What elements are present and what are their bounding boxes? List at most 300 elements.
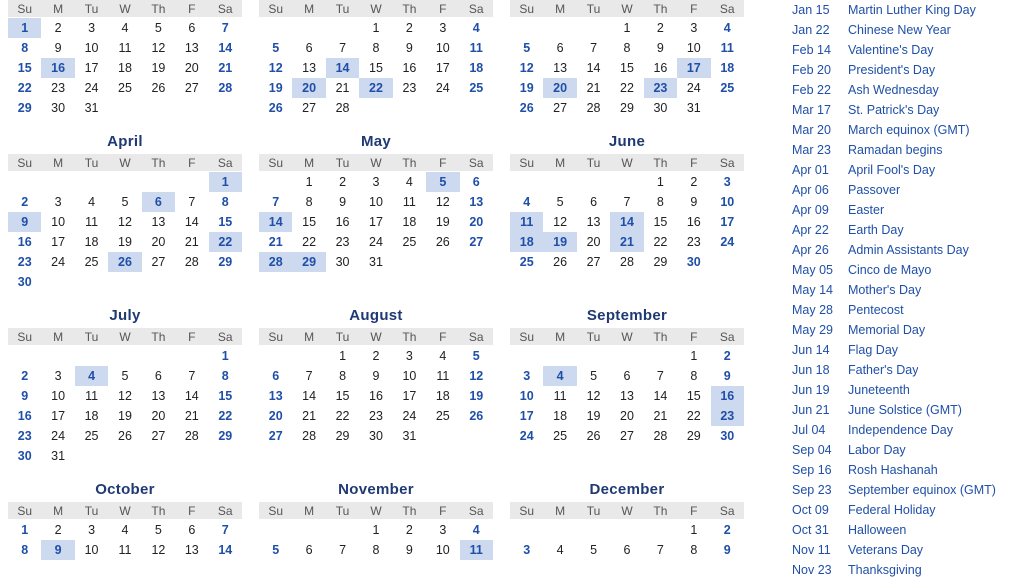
day-cell[interactable]: 8 <box>221 195 229 209</box>
day-cell[interactable]: 8 <box>21 543 29 557</box>
day-cell[interactable]: 9 <box>8 212 41 232</box>
day-cell[interactable]: 30 <box>653 101 668 115</box>
day-cell[interactable]: 20 <box>292 78 325 98</box>
day-cell[interactable]: 4 <box>556 543 564 557</box>
day-cell[interactable]: 9 <box>690 195 698 209</box>
day-cell[interactable]: 10 <box>84 543 99 557</box>
day-cell[interactable]: 15 <box>218 215 233 229</box>
day-cell[interactable]: 5 <box>121 369 129 383</box>
day-cell[interactable]: 6 <box>305 41 313 55</box>
day-cell[interactable]: 2 <box>656 21 664 35</box>
day-cell[interactable]: 11 <box>510 212 543 232</box>
day-cell[interactable]: 2 <box>723 349 731 363</box>
day-cell[interactable]: 12 <box>151 41 166 55</box>
day-cell[interactable]: 6 <box>623 543 631 557</box>
day-cell[interactable]: 26 <box>435 235 450 249</box>
day-cell[interactable]: 3 <box>88 523 96 537</box>
day-cell[interactable]: 30 <box>369 429 383 443</box>
day-cell[interactable]: 6 <box>556 41 564 55</box>
day-cell[interactable]: 23 <box>686 235 701 249</box>
day-cell[interactable]: 19 <box>118 409 132 423</box>
day-cell[interactable]: 29 <box>653 255 668 269</box>
day-cell[interactable]: 16 <box>41 58 74 78</box>
day-cell[interactable]: 6 <box>154 369 162 383</box>
day-cell[interactable]: 15 <box>17 61 32 75</box>
day-cell[interactable]: 27 <box>151 429 166 443</box>
day-cell[interactable]: 2 <box>54 21 62 35</box>
day-cell[interactable]: 13 <box>553 61 568 75</box>
day-cell[interactable]: 21 <box>268 235 283 249</box>
day-cell[interactable]: 9 <box>21 389 29 403</box>
day-cell[interactable]: 5 <box>154 523 162 537</box>
day-cell[interactable]: 5 <box>272 41 280 55</box>
day-cell[interactable]: 21 <box>302 409 317 423</box>
day-cell[interactable]: 10 <box>51 389 66 403</box>
day-cell[interactable]: 26 <box>586 429 601 443</box>
day-cell[interactable]: 26 <box>268 101 283 115</box>
day-cell[interactable]: 22 <box>653 235 668 249</box>
day-cell[interactable]: 1 <box>690 523 698 537</box>
day-cell[interactable]: 8 <box>372 41 380 55</box>
day-cell[interactable]: 20 <box>268 409 283 423</box>
day-cell[interactable]: 3 <box>690 21 698 35</box>
day-cell[interactable]: 6 <box>590 195 598 209</box>
day-cell[interactable]: 1 <box>21 523 29 537</box>
day-cell[interactable]: 27 <box>184 81 199 95</box>
day-cell[interactable]: 8 <box>656 195 664 209</box>
day-cell[interactable]: 1 <box>690 349 698 363</box>
day-cell[interactable]: 27 <box>620 429 634 443</box>
day-cell[interactable]: 3 <box>439 21 447 35</box>
day-cell[interactable]: 3 <box>54 369 62 383</box>
day-cell[interactable]: 10 <box>369 195 383 209</box>
day-cell[interactable]: 21 <box>218 61 233 75</box>
day-cell[interactable]: 30 <box>17 449 32 463</box>
day-cell[interactable]: 22 <box>218 409 233 423</box>
day-cell[interactable]: 22 <box>686 409 701 423</box>
day-cell[interactable]: 9 <box>723 369 731 383</box>
day-cell[interactable]: 8 <box>623 41 631 55</box>
day-cell[interactable]: 23 <box>335 235 350 249</box>
day-cell[interactable]: 8 <box>21 41 29 55</box>
day-cell[interactable]: 25 <box>553 429 568 443</box>
day-cell[interactable]: 27 <box>586 255 601 269</box>
day-cell[interactable]: 29 <box>218 255 233 269</box>
day-cell[interactable]: 23 <box>51 81 66 95</box>
day-cell[interactable]: 21 <box>184 235 199 249</box>
day-cell[interactable]: 9 <box>405 543 413 557</box>
day-cell[interactable]: 5 <box>556 195 564 209</box>
day-cell[interactable]: 29 <box>620 101 634 115</box>
day-cell[interactable]: 5 <box>121 195 129 209</box>
day-cell[interactable]: 25 <box>84 255 99 269</box>
day-cell[interactable]: 17 <box>677 58 710 78</box>
day-cell[interactable]: 24 <box>435 81 450 95</box>
day-cell[interactable]: 29 <box>292 252 325 272</box>
day-cell[interactable]: 23 <box>402 81 417 95</box>
day-cell[interactable]: 10 <box>402 369 417 383</box>
day-cell[interactable]: 17 <box>84 61 99 75</box>
day-cell[interactable]: 8 <box>305 195 313 209</box>
day-cell[interactable]: 13 <box>151 215 166 229</box>
day-cell[interactable]: 1 <box>372 523 380 537</box>
day-cell[interactable]: 22 <box>620 81 634 95</box>
day-cell[interactable]: 25 <box>402 235 417 249</box>
day-cell[interactable]: 2 <box>405 21 413 35</box>
day-cell[interactable]: 11 <box>118 543 132 557</box>
day-cell[interactable]: 29 <box>17 101 32 115</box>
day-cell[interactable]: 21 <box>184 409 199 423</box>
day-cell[interactable]: 15 <box>620 61 634 75</box>
day-cell[interactable]: 30 <box>720 429 735 443</box>
day-cell[interactable]: 29 <box>686 429 701 443</box>
day-cell[interactable]: 25 <box>519 255 534 269</box>
day-cell[interactable]: 20 <box>184 61 199 75</box>
day-cell[interactable]: 23 <box>711 406 744 426</box>
day-cell[interactable]: 10 <box>84 41 99 55</box>
day-cell[interactable]: 12 <box>469 369 484 383</box>
day-cell[interactable]: 9 <box>405 41 413 55</box>
day-cell[interactable]: 28 <box>586 101 601 115</box>
day-cell[interactable]: 11 <box>85 389 99 403</box>
day-cell[interactable]: 4 <box>405 175 413 189</box>
day-cell[interactable]: 22 <box>302 235 317 249</box>
day-cell[interactable]: 21 <box>335 81 350 95</box>
day-cell[interactable]: 6 <box>305 543 313 557</box>
day-cell[interactable]: 13 <box>586 215 601 229</box>
day-cell[interactable]: 7 <box>188 195 196 209</box>
day-cell[interactable]: 6 <box>188 21 196 35</box>
day-cell[interactable]: 7 <box>656 543 664 557</box>
day-cell[interactable]: 6 <box>272 369 280 383</box>
day-cell[interactable]: 11 <box>436 369 450 383</box>
day-cell[interactable]: 21 <box>653 409 668 423</box>
day-cell[interactable]: 31 <box>51 449 66 463</box>
day-cell[interactable]: 11 <box>118 41 132 55</box>
day-cell[interactable]: 3 <box>405 349 413 363</box>
day-cell[interactable]: 15 <box>369 61 383 75</box>
day-cell[interactable]: 4 <box>121 21 129 35</box>
day-cell[interactable]: 23 <box>644 78 677 98</box>
day-cell[interactable]: 13 <box>469 195 484 209</box>
day-cell[interactable]: 19 <box>543 232 576 252</box>
day-cell[interactable]: 28 <box>184 429 199 443</box>
day-cell[interactable]: 4 <box>472 21 480 35</box>
day-cell[interactable]: 7 <box>623 195 631 209</box>
day-cell[interactable]: 28 <box>653 429 668 443</box>
day-cell[interactable]: 14 <box>610 212 643 232</box>
day-cell[interactable]: 16 <box>335 215 350 229</box>
day-cell[interactable]: 25 <box>435 409 450 423</box>
day-cell[interactable]: 11 <box>460 540 493 560</box>
day-cell[interactable]: 27 <box>151 255 166 269</box>
day-cell[interactable]: 5 <box>523 41 531 55</box>
day-cell[interactable]: 10 <box>720 195 735 209</box>
day-cell[interactable]: 3 <box>523 369 531 383</box>
day-cell[interactable]: 24 <box>720 235 735 249</box>
day-cell[interactable]: 4 <box>472 523 480 537</box>
day-cell[interactable]: 1 <box>339 349 347 363</box>
day-cell[interactable]: 15 <box>218 389 233 403</box>
day-cell[interactable]: 16 <box>369 389 383 403</box>
day-cell[interactable]: 18 <box>435 389 450 403</box>
day-cell[interactable]: 8 <box>221 369 229 383</box>
day-cell[interactable]: 10 <box>435 41 450 55</box>
day-cell[interactable]: 16 <box>17 409 32 423</box>
day-cell[interactable]: 20 <box>586 235 601 249</box>
day-cell[interactable]: 6 <box>472 175 480 189</box>
day-cell[interactable]: 20 <box>469 215 484 229</box>
day-cell[interactable]: 3 <box>372 175 380 189</box>
day-cell[interactable]: 1 <box>305 175 313 189</box>
day-cell[interactable]: 31 <box>369 255 383 269</box>
day-cell[interactable]: 28 <box>259 252 292 272</box>
day-cell[interactable]: 13 <box>184 41 199 55</box>
day-cell[interactable]: 1 <box>623 21 631 35</box>
day-cell[interactable]: 26 <box>553 255 568 269</box>
day-cell[interactable]: 5 <box>154 21 162 35</box>
day-cell[interactable]: 3 <box>439 523 447 537</box>
day-cell[interactable]: 24 <box>51 429 66 443</box>
day-cell[interactable]: 21 <box>610 232 643 252</box>
day-cell[interactable]: 15 <box>335 389 350 403</box>
day-cell[interactable]: 23 <box>17 255 32 269</box>
day-cell[interactable]: 10 <box>51 215 66 229</box>
day-cell[interactable]: 20 <box>151 409 166 423</box>
day-cell[interactable]: 9 <box>339 195 347 209</box>
day-cell[interactable]: 2 <box>21 369 29 383</box>
day-cell[interactable]: 7 <box>188 369 196 383</box>
day-cell[interactable]: 20 <box>543 78 576 98</box>
day-cell[interactable]: 18 <box>118 61 132 75</box>
day-cell[interactable]: 30 <box>335 255 350 269</box>
day-cell[interactable]: 22 <box>209 232 242 252</box>
day-cell[interactable]: 16 <box>402 61 417 75</box>
day-cell[interactable]: 19 <box>151 61 166 75</box>
day-cell[interactable]: 27 <box>302 101 317 115</box>
day-cell[interactable]: 16 <box>653 61 668 75</box>
day-cell[interactable]: 10 <box>686 41 701 55</box>
day-cell[interactable]: 8 <box>372 543 380 557</box>
day-cell[interactable]: 29 <box>218 429 233 443</box>
day-cell[interactable]: 4 <box>723 21 731 35</box>
day-cell[interactable]: 1 <box>209 172 242 193</box>
day-cell[interactable]: 9 <box>54 41 62 55</box>
day-cell[interactable]: 17 <box>369 215 383 229</box>
day-cell[interactable]: 30 <box>51 101 66 115</box>
day-cell[interactable]: 19 <box>118 235 132 249</box>
day-cell[interactable]: 28 <box>620 255 634 269</box>
day-cell[interactable]: 7 <box>272 195 280 209</box>
day-cell[interactable]: 17 <box>720 215 735 229</box>
day-cell[interactable]: 3 <box>723 175 731 189</box>
day-cell[interactable]: 6 <box>623 369 631 383</box>
day-cell[interactable]: 14 <box>586 61 601 75</box>
day-cell[interactable]: 13 <box>151 389 166 403</box>
day-cell[interactable]: 17 <box>435 61 450 75</box>
day-cell[interactable]: 24 <box>519 429 534 443</box>
day-cell[interactable]: 14 <box>218 41 233 55</box>
day-cell[interactable]: 24 <box>686 81 701 95</box>
day-cell[interactable]: 18 <box>402 215 417 229</box>
day-cell[interactable]: 26 <box>151 81 166 95</box>
day-cell[interactable]: 27 <box>553 101 568 115</box>
day-cell[interactable]: 29 <box>335 429 350 443</box>
day-cell[interactable]: 28 <box>302 429 317 443</box>
day-cell[interactable]: 17 <box>402 389 417 403</box>
day-cell[interactable]: 2 <box>372 349 380 363</box>
day-cell[interactable]: 24 <box>402 409 417 423</box>
day-cell[interactable]: 25 <box>720 81 735 95</box>
day-cell[interactable]: 14 <box>653 389 668 403</box>
day-cell[interactable]: 7 <box>339 543 347 557</box>
day-cell[interactable]: 15 <box>302 215 317 229</box>
day-cell[interactable]: 11 <box>720 41 734 55</box>
day-cell[interactable]: 21 <box>586 81 601 95</box>
day-cell[interactable]: 26 <box>519 101 534 115</box>
day-cell[interactable]: 7 <box>221 523 229 537</box>
day-cell[interactable]: 11 <box>469 41 483 55</box>
day-cell[interactable]: 10 <box>435 543 450 557</box>
day-cell[interactable]: 14 <box>184 389 199 403</box>
day-cell[interactable]: 8 <box>339 369 347 383</box>
day-cell[interactable]: 12 <box>586 389 601 403</box>
day-cell[interactable]: 14 <box>326 58 359 78</box>
day-cell[interactable]: 23 <box>369 409 383 423</box>
day-cell[interactable]: 16 <box>17 235 32 249</box>
day-cell[interactable]: 2 <box>723 523 731 537</box>
day-cell[interactable]: 3 <box>523 543 531 557</box>
day-cell[interactable]: 14 <box>302 389 317 403</box>
day-cell[interactable]: 16 <box>711 386 744 406</box>
day-cell[interactable]: 18 <box>510 232 543 252</box>
day-cell[interactable]: 31 <box>84 101 99 115</box>
day-cell[interactable]: 12 <box>268 61 283 75</box>
day-cell[interactable]: 3 <box>88 21 96 35</box>
day-cell[interactable]: 27 <box>469 235 484 249</box>
day-cell[interactable]: 4 <box>439 349 447 363</box>
day-cell[interactable]: 26 <box>118 429 132 443</box>
day-cell[interactable]: 11 <box>85 215 99 229</box>
day-cell[interactable]: 9 <box>41 540 74 560</box>
day-cell[interactable]: 6 <box>142 192 175 212</box>
day-cell[interactable]: 31 <box>686 101 701 115</box>
day-cell[interactable]: 9 <box>372 369 380 383</box>
day-cell[interactable]: 18 <box>84 235 99 249</box>
day-cell[interactable]: 17 <box>51 235 66 249</box>
day-cell[interactable]: 18 <box>553 409 568 423</box>
day-cell[interactable]: 4 <box>543 366 576 386</box>
day-cell[interactable]: 20 <box>620 409 634 423</box>
day-cell[interactable]: 5 <box>272 543 280 557</box>
day-cell[interactable]: 28 <box>184 255 199 269</box>
day-cell[interactable]: 17 <box>519 409 534 423</box>
day-cell[interactable]: 13 <box>620 389 634 403</box>
day-cell[interactable]: 13 <box>184 543 199 557</box>
day-cell[interactable]: 4 <box>88 195 96 209</box>
day-cell[interactable]: 5 <box>426 172 459 193</box>
day-cell[interactable]: 7 <box>221 21 229 35</box>
day-cell[interactable]: 3 <box>54 195 62 209</box>
day-cell[interactable]: 30 <box>17 275 32 289</box>
day-cell[interactable]: 7 <box>305 369 313 383</box>
day-cell[interactable]: 1 <box>8 18 41 39</box>
day-cell[interactable]: 31 <box>402 429 417 443</box>
day-cell[interactable]: 6 <box>188 523 196 537</box>
day-cell[interactable]: 7 <box>339 41 347 55</box>
day-cell[interactable]: 20 <box>151 235 166 249</box>
day-cell[interactable]: 15 <box>653 215 668 229</box>
day-cell[interactable]: 19 <box>469 389 484 403</box>
day-cell[interactable]: 13 <box>302 61 317 75</box>
day-cell[interactable]: 30 <box>686 255 701 269</box>
day-cell[interactable]: 25 <box>469 81 484 95</box>
day-cell[interactable]: 28 <box>218 81 233 95</box>
day-cell[interactable]: 2 <box>339 175 347 189</box>
day-cell[interactable]: 2 <box>54 523 62 537</box>
day-cell[interactable]: 27 <box>268 429 283 443</box>
day-cell[interactable]: 4 <box>75 366 108 386</box>
day-cell[interactable]: 18 <box>720 61 735 75</box>
day-cell[interactable]: 19 <box>586 409 601 423</box>
day-cell[interactable]: 12 <box>519 61 534 75</box>
day-cell[interactable]: 5 <box>590 543 598 557</box>
day-cell[interactable]: 12 <box>151 543 166 557</box>
day-cell[interactable]: 14 <box>259 212 292 232</box>
day-cell[interactable]: 8 <box>690 543 698 557</box>
day-cell[interactable]: 15 <box>686 389 701 403</box>
day-cell[interactable]: 11 <box>553 389 567 403</box>
day-cell[interactable]: 1 <box>656 175 664 189</box>
day-cell[interactable]: 12 <box>553 215 568 229</box>
day-cell[interactable]: 10 <box>519 389 534 403</box>
day-cell[interactable]: 22 <box>17 81 32 95</box>
day-cell[interactable]: 12 <box>118 389 132 403</box>
day-cell[interactable]: 12 <box>118 215 132 229</box>
day-cell[interactable]: 26 <box>108 252 141 272</box>
day-cell[interactable]: 9 <box>723 543 731 557</box>
day-cell[interactable]: 7 <box>656 369 664 383</box>
day-cell[interactable]: 25 <box>118 81 132 95</box>
day-cell[interactable]: 2 <box>21 195 29 209</box>
day-cell[interactable]: 13 <box>268 389 283 403</box>
day-cell[interactable]: 7 <box>590 41 598 55</box>
day-cell[interactable]: 1 <box>372 21 380 35</box>
day-cell[interactable]: 19 <box>519 81 534 95</box>
day-cell[interactable]: 4 <box>121 523 129 537</box>
day-cell[interactable]: 5 <box>590 369 598 383</box>
day-cell[interactable]: 19 <box>435 215 450 229</box>
day-cell[interactable]: 22 <box>359 78 392 98</box>
day-cell[interactable]: 1 <box>221 349 229 363</box>
day-cell[interactable]: 18 <box>84 409 99 423</box>
day-cell[interactable]: 24 <box>369 235 383 249</box>
day-cell[interactable]: 5 <box>472 349 480 363</box>
day-cell[interactable]: 9 <box>656 41 664 55</box>
day-cell[interactable]: 2 <box>405 523 413 537</box>
day-cell[interactable]: 12 <box>435 195 450 209</box>
day-cell[interactable]: 24 <box>51 255 66 269</box>
day-cell[interactable]: 14 <box>218 543 233 557</box>
day-cell[interactable]: 4 <box>523 195 531 209</box>
day-cell[interactable]: 26 <box>469 409 484 423</box>
day-cell[interactable]: 24 <box>84 81 99 95</box>
day-cell[interactable]: 23 <box>17 429 32 443</box>
day-cell[interactable]: 8 <box>690 369 698 383</box>
day-cell[interactable]: 17 <box>51 409 66 423</box>
day-cell[interactable]: 28 <box>335 101 350 115</box>
day-cell[interactable]: 11 <box>402 195 416 209</box>
